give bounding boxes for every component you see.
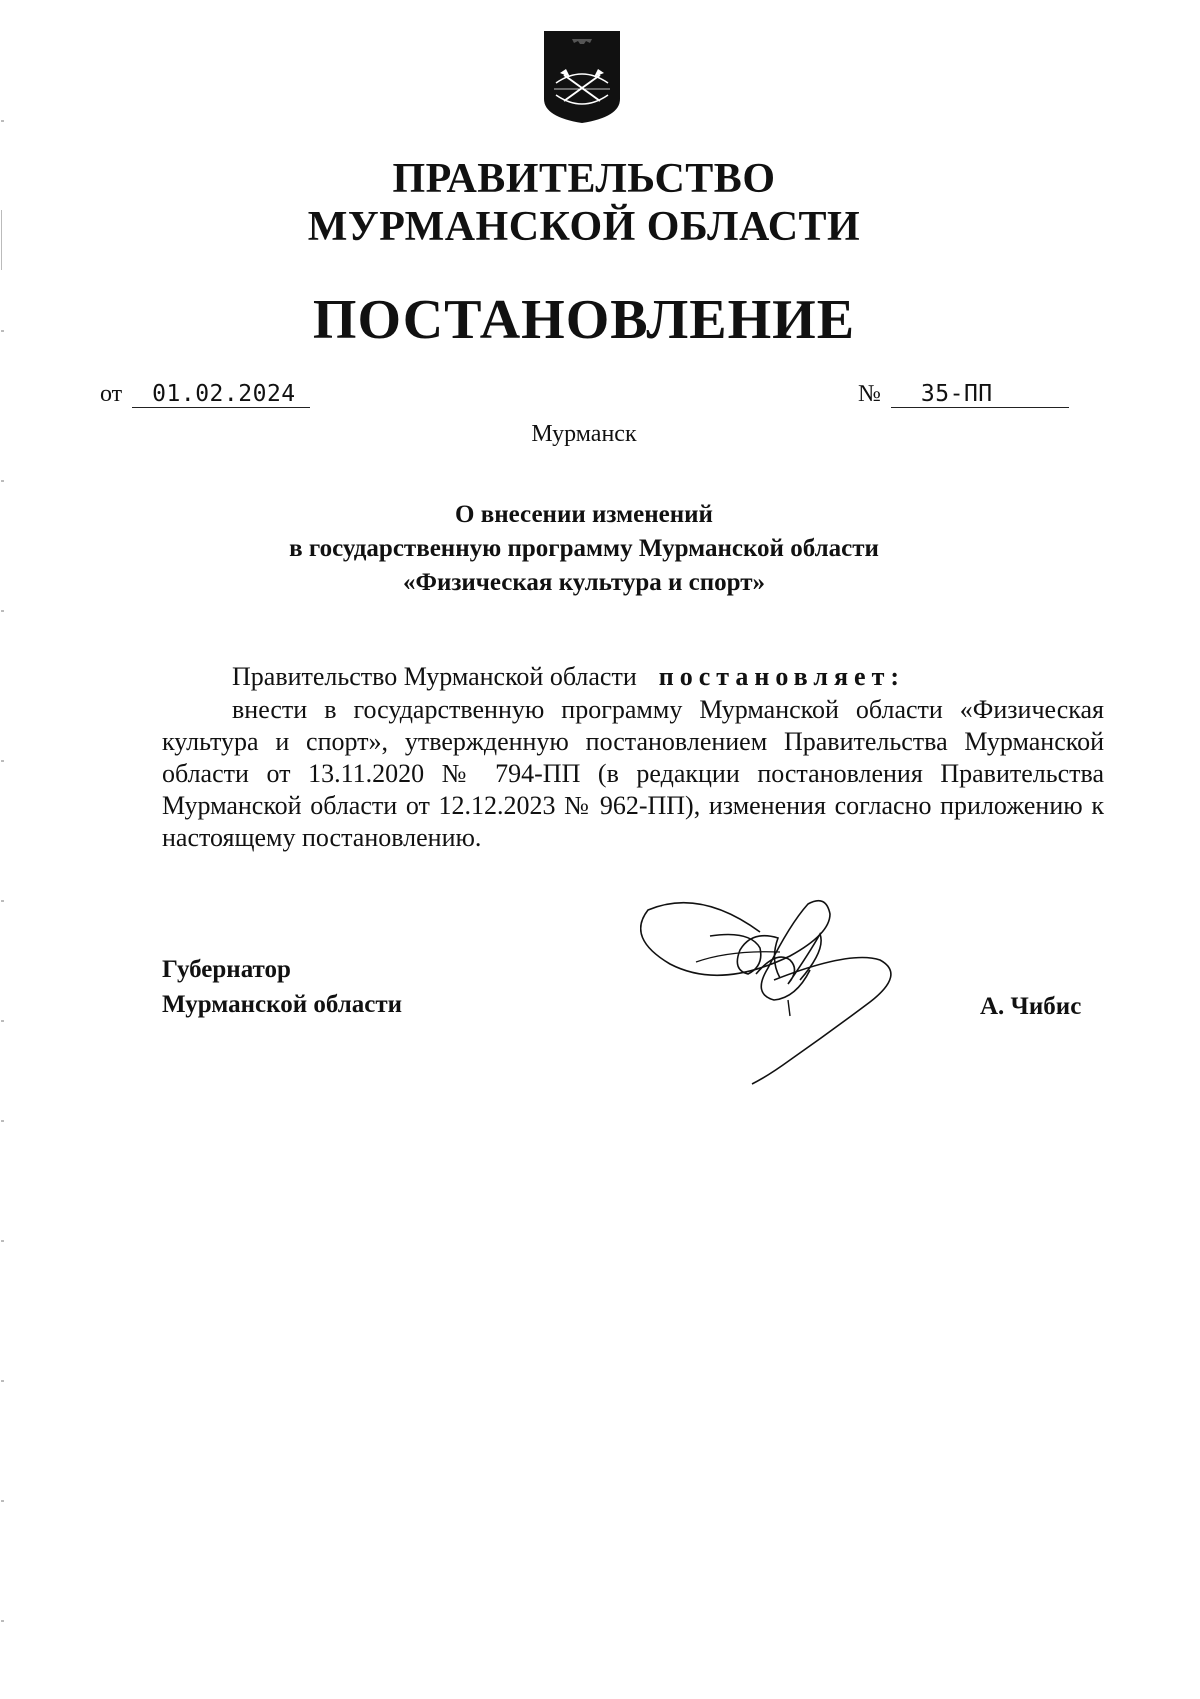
subject-line1: О внесении изменений: [455, 501, 713, 528]
city-name: Мурманск: [531, 421, 637, 447]
signer-title-line1: Губернатор: [162, 956, 291, 983]
date-value: 01.02.2024: [132, 381, 309, 408]
subject-line2: в государственную программу Мурманской области: [289, 535, 879, 562]
signer-title-line2: Мурманской области: [162, 991, 403, 1018]
document-type-title: ПОСТАНОВЛЕНИЕ: [312, 289, 856, 351]
scan-edge-marks: [0, 0, 8, 1699]
resolves-intro: Правительство Мурманской области: [232, 662, 637, 691]
document-date: [100, 381, 310, 408]
resolves-keyword: постановляет:: [658, 662, 905, 691]
coat-of-arms-icon: [542, 29, 622, 125]
document-number: [858, 381, 1069, 408]
subject-line3: «Физическая культура и спорт»: [402, 569, 766, 596]
resolves-line: [232, 662, 905, 692]
date-prefix: от: [100, 381, 123, 407]
handwritten-signature: [640, 890, 960, 1120]
government-name-line2: МУРМАНСКОЙ ОБЛАСТИ: [307, 204, 861, 250]
signer-name: А. Чибис: [980, 993, 1082, 1020]
government-name-line1: ПРАВИТЕЛЬСТВО: [392, 156, 776, 202]
resolution-paragraph: внести в государственную программу Мурманской области «Физическая культура и спорт», утвержденную постановлением Правительства Мурманской области от 13.11.2020 № 794-ПП (в редакции постановления Правительства Мурманской области от 12.12.2023 № 962-ПП), изменения согласно приложению к настоящему постановлению.: [162, 695, 1104, 852]
number-prefix: №: [858, 381, 881, 407]
number-value: 35-ПП: [891, 381, 1069, 408]
